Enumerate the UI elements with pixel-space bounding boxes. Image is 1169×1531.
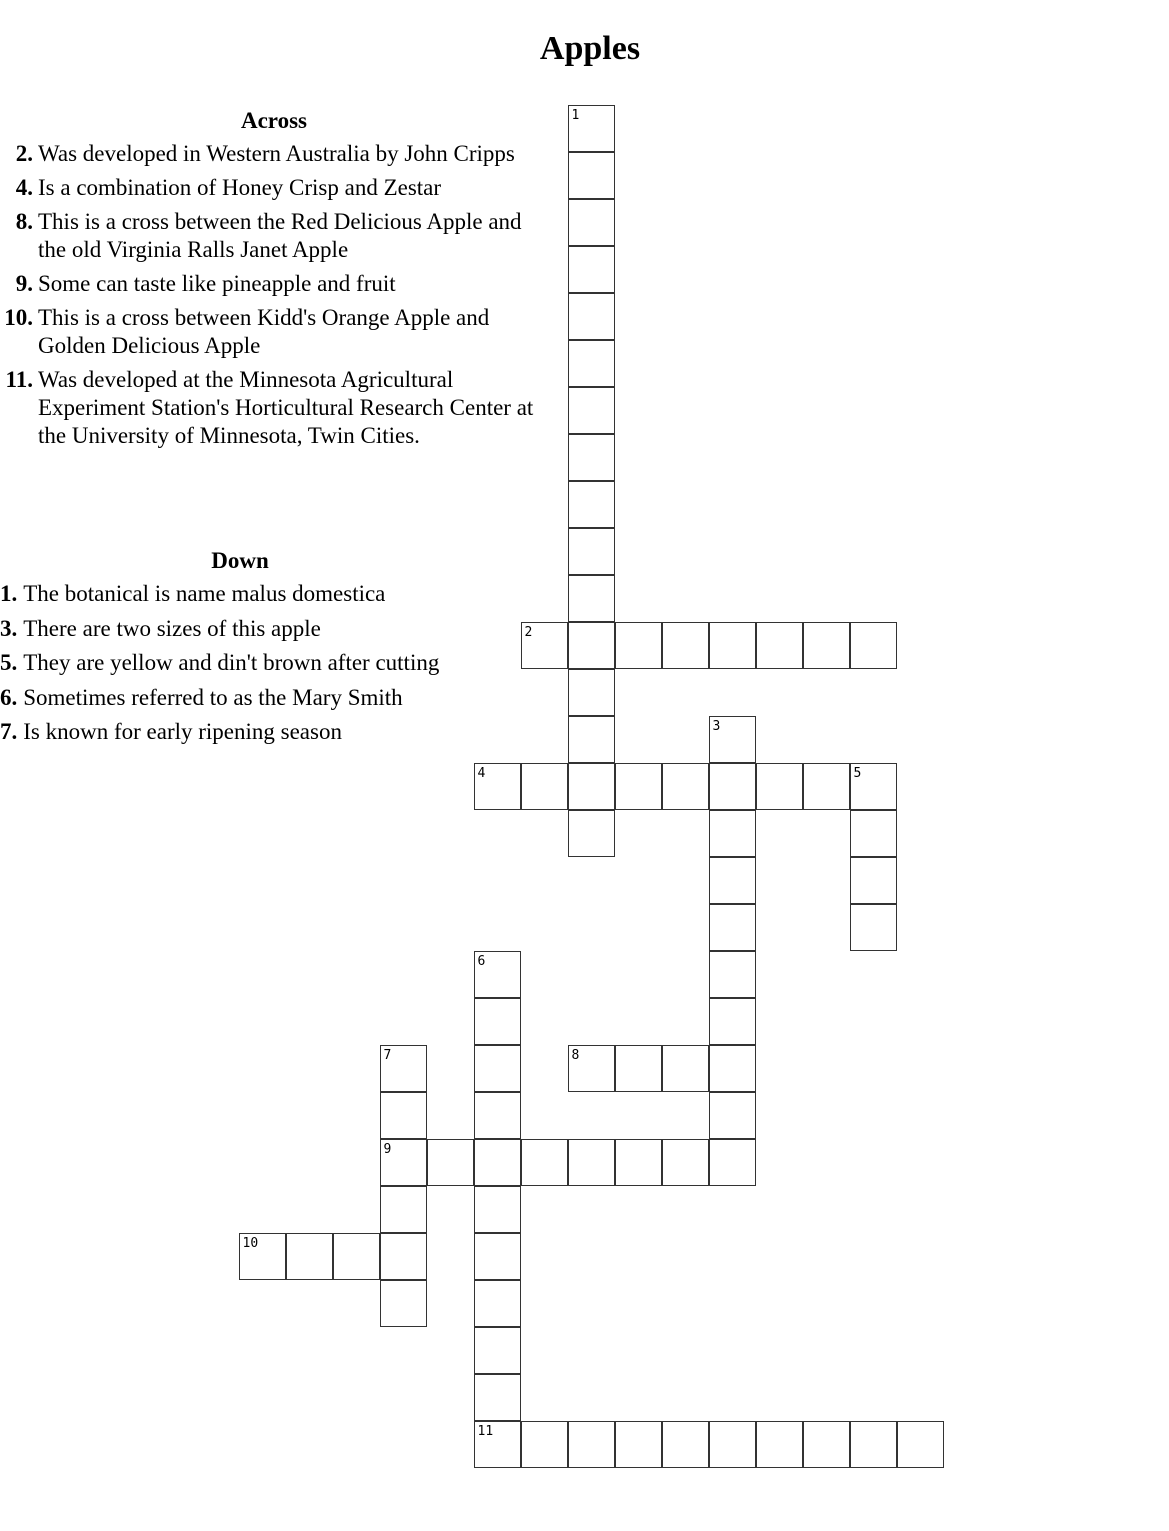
clue-number: 8.	[15, 209, 33, 234]
grid-cell[interactable]	[568, 246, 615, 293]
clue-number: 1.	[0, 581, 18, 606]
grid-cell[interactable]	[521, 1139, 568, 1186]
grid-cell[interactable]	[803, 1421, 850, 1468]
grid-cell[interactable]	[427, 1139, 474, 1186]
cell-number: 9	[383, 1142, 392, 1157]
clue-number: 9.	[15, 271, 33, 296]
grid-cell[interactable]	[474, 1186, 521, 1233]
grid-cell[interactable]	[380, 1280, 427, 1327]
grid-cell[interactable]	[662, 622, 709, 669]
grid-cell[interactable]	[897, 1421, 944, 1468]
clue-text: This is a cross between Kidd's Orange Apple and Golden Delicious Apple	[38, 305, 490, 358]
grid-cell[interactable]	[474, 1327, 521, 1374]
grid-cell[interactable]	[568, 1045, 615, 1092]
grid-cell[interactable]	[568, 669, 615, 716]
cell-number: 10	[242, 1236, 259, 1251]
grid-cell[interactable]	[803, 763, 850, 810]
down-heading: Down	[211, 548, 269, 573]
grid-cell[interactable]	[474, 1374, 521, 1421]
grid-cell[interactable]	[568, 1139, 615, 1186]
grid-cell[interactable]	[709, 763, 756, 810]
grid-cell[interactable]	[709, 951, 756, 998]
grid-cell[interactable]	[568, 152, 615, 199]
clue-number: 3.	[0, 615, 18, 641]
clue-number: 2.	[15, 141, 33, 166]
clue-text: There are two sizes of this apple	[23, 615, 321, 641]
grid-cell[interactable]	[380, 1045, 427, 1092]
grid-cell[interactable]	[380, 1092, 427, 1139]
grid-cell[interactable]	[239, 1233, 286, 1280]
grid-cell[interactable]	[568, 575, 615, 622]
clue-text: Is a combination of Honey Crisp and Zestar	[38, 175, 442, 200]
clues-panel	[0, 106, 540, 456]
grid-cell[interactable]	[709, 622, 756, 669]
down-clues	[0, 546, 500, 753]
grid-cell[interactable]	[850, 810, 897, 857]
cell-number: 8	[571, 1048, 580, 1063]
puzzle-title: Apples	[539, 30, 641, 67]
grid-cell[interactable]	[568, 293, 615, 340]
cell-number: 2	[524, 625, 533, 640]
grid-cell[interactable]	[568, 810, 615, 857]
grid-cell[interactable]	[568, 105, 615, 152]
grid-cell[interactable]	[756, 763, 803, 810]
cell-number: 1	[571, 108, 580, 123]
grid-cell[interactable]	[286, 1233, 333, 1280]
down-clue-5	[0, 649, 500, 677]
clue-text: Sometimes referred to as the Mary Smith	[23, 684, 403, 710]
grid-cell[interactable]	[850, 763, 897, 810]
clue-text: The botanical is name malus domestica	[23, 581, 386, 606]
grid-cell[interactable]	[568, 481, 615, 528]
clue-text: Is known for early ripening season	[23, 719, 342, 744]
grid-cell[interactable]	[709, 716, 756, 763]
grid-cell[interactable]	[474, 998, 521, 1045]
across-clue-2	[0, 140, 540, 168]
clue-number: 10.	[4, 305, 33, 330]
grid-cell[interactable]	[709, 1139, 756, 1186]
down-clue-7	[0, 718, 500, 746]
grid-cell[interactable]	[615, 1045, 662, 1092]
down-clue-6	[0, 684, 500, 712]
across-clue-9	[0, 270, 540, 298]
grid-cell[interactable]	[568, 763, 615, 810]
across-clues	[0, 106, 540, 450]
grid-cell[interactable]	[521, 1421, 568, 1468]
cell-number: 5	[853, 766, 862, 781]
grid-cell[interactable]	[709, 904, 756, 951]
cell-number: 11	[477, 1424, 494, 1439]
across-heading: Across	[240, 108, 307, 133]
grid-cell[interactable]	[709, 1092, 756, 1139]
grid-cell[interactable]	[568, 434, 615, 481]
clue-number: 7.	[0, 719, 18, 744]
grid-cell[interactable]	[380, 1139, 427, 1186]
grid-cell[interactable]	[568, 716, 615, 763]
clue-number: 5.	[0, 650, 18, 675]
grid-cell[interactable]	[615, 622, 662, 669]
cell-number: 4	[477, 766, 486, 781]
grid-cell[interactable]	[333, 1233, 380, 1280]
grid-cell[interactable]	[568, 387, 615, 434]
grid-cell[interactable]	[709, 810, 756, 857]
grid-cell[interactable]	[474, 1045, 521, 1092]
grid-cell[interactable]	[521, 622, 568, 669]
down-clue-3	[0, 615, 500, 643]
grid-cell[interactable]	[474, 1092, 521, 1139]
grid-cell[interactable]	[380, 1186, 427, 1233]
grid-cell[interactable]	[756, 622, 803, 669]
grid-cell[interactable]	[568, 528, 615, 575]
grid-cell[interactable]	[568, 622, 615, 669]
grid-cell[interactable]	[662, 1139, 709, 1186]
across-clue-4	[0, 174, 540, 202]
grid-cell[interactable]	[850, 622, 897, 669]
grid-cell[interactable]	[709, 1045, 756, 1092]
grid-cell[interactable]	[568, 1421, 615, 1468]
grid-cell[interactable]	[474, 1280, 521, 1327]
grid-cell[interactable]	[474, 1233, 521, 1280]
grid-cell[interactable]	[615, 763, 662, 810]
clue-text: Some can taste like pineapple and fruit	[38, 271, 396, 296]
grid-cell[interactable]	[803, 622, 850, 669]
across-clue-10	[0, 304, 540, 360]
grid-cell[interactable]	[709, 998, 756, 1045]
across-clue-11	[0, 366, 540, 450]
across-clue-8	[0, 208, 540, 264]
clue-text: Was developed in Western Australia by John Cripps	[38, 141, 515, 166]
grid-cell[interactable]	[568, 199, 615, 246]
grid-cell[interactable]	[850, 904, 897, 951]
grid-cell[interactable]	[474, 951, 521, 998]
grid-cell[interactable]	[850, 857, 897, 904]
grid-cell[interactable]	[709, 857, 756, 904]
grid-cell[interactable]	[850, 1421, 897, 1468]
down-clue-1	[0, 580, 500, 608]
cell-number: 3	[712, 719, 721, 734]
grid-cell[interactable]	[662, 1421, 709, 1468]
grid-cell[interactable]	[474, 763, 521, 810]
clue-text: This is a cross between the Red Delicious Apple and the old Virginia Ralls Janet Apple	[38, 209, 522, 262]
grid-cell[interactable]	[615, 1421, 662, 1468]
cell-number: 6	[477, 954, 486, 969]
grid-cell[interactable]	[474, 1421, 521, 1468]
grid-cell[interactable]	[662, 763, 709, 810]
grid-cell[interactable]	[615, 1139, 662, 1186]
grid-cell[interactable]	[380, 1233, 427, 1280]
grid-cell[interactable]	[474, 1139, 521, 1186]
clue-text: Was developed at the Minnesota Agricultural Experiment Station's Horticultural Research Center at the University of Minnesota, Twin Cities.	[38, 367, 534, 448]
grid-cell[interactable]	[521, 763, 568, 810]
clue-number: 6.	[0, 684, 18, 710]
clue-number: 11.	[5, 367, 33, 392]
clue-number: 4.	[15, 175, 33, 200]
grid-cell[interactable]	[756, 1421, 803, 1468]
grid-cell[interactable]	[568, 340, 615, 387]
clue-text: They are yellow and din't brown after cutting	[23, 650, 440, 675]
cell-number: 7	[383, 1048, 392, 1063]
grid-cell[interactable]	[709, 1421, 756, 1468]
grid-cell[interactable]	[662, 1045, 709, 1092]
